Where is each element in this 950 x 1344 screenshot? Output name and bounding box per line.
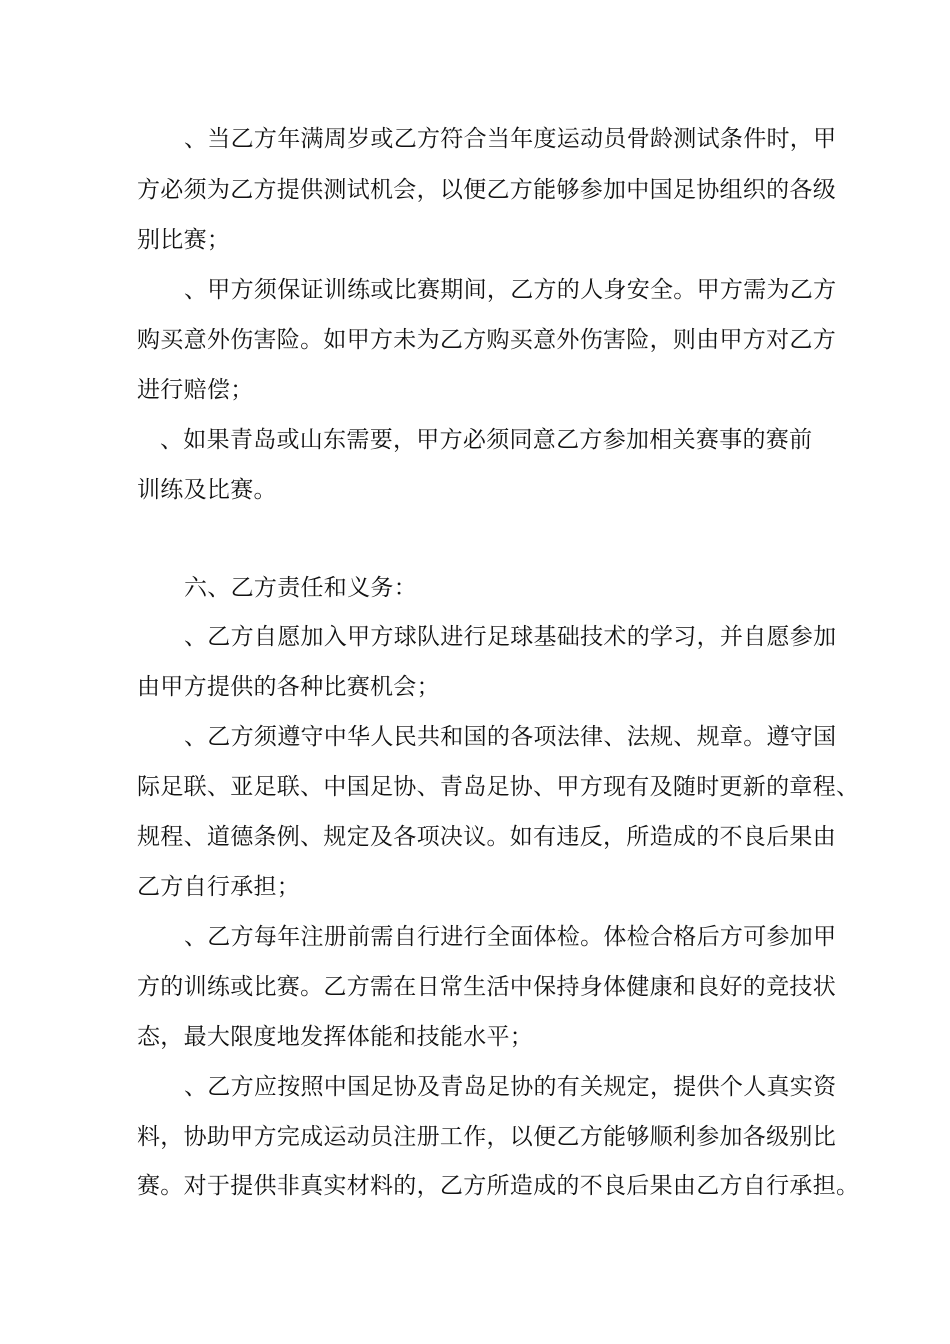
- section-heading: 六、乙方责任和义务：: [184, 575, 417, 601]
- paragraph-2-line-2: 购买意外伤害险。如甲方未为乙方购买意外伤害险，则由甲方对乙方: [137, 327, 836, 353]
- paragraph-5-line-3: 规程、道德条例、规定及各项决议。如有违反，所造成的不良后果由: [137, 824, 836, 850]
- paragraph-5-line-4: 乙方自行承担；: [137, 874, 301, 900]
- paragraph-1-line-3: 别比赛；: [137, 227, 231, 253]
- paragraph-3-line-1: 、如果青岛或山东需要，甲方必须同意乙方参加相关赛事的赛前: [160, 427, 813, 453]
- paragraph-4-line-2: 由甲方提供的各种比赛机会；: [137, 674, 440, 700]
- paragraph-2-line-3: 进行赔偿；: [137, 377, 254, 403]
- paragraph-3-line-2: 训练及比赛。: [137, 477, 277, 503]
- paragraph-6-line-3: 态，最大限度地发挥体能和技能水平；: [137, 1024, 534, 1050]
- paragraph-4-line-1: 、乙方自愿加入甲方球队进行足球基础技术的学习，并自愿参加: [184, 624, 837, 650]
- paragraph-2-line-1: 、甲方须保证训练或比赛期间，乙方的人身安全。甲方需为乙方: [184, 277, 837, 303]
- paragraph-5-line-1: 、乙方须遵守中华人民共和国的各项法律、法规、规章。遵守国: [184, 724, 837, 750]
- paragraph-6-line-2: 方的训练或比赛。乙方需在日常生活中保持身体健康和良好的竞技状: [137, 974, 836, 1000]
- paragraph-1-line-1: 、当乙方年满周岁或乙方符合当年度运动员骨龄测试条件时，甲: [184, 126, 837, 152]
- paragraph-7-line-3: 赛。对于提供非真实材料的，乙方所造成的不良后果由乙方自行承担。: [137, 1173, 860, 1199]
- paragraph-5-line-2: 际足联、亚足联、中国足协、青岛足协、甲方现有及随时更新的章程、: [137, 774, 860, 800]
- paragraph-6-line-1: 、乙方每年注册前需自行进行全面体检。体检合格后方可参加甲: [184, 924, 837, 950]
- paragraph-7-line-1: 、乙方应按照中国足协及青岛足协的有关规定，提供个人真实资: [184, 1074, 837, 1100]
- paragraph-7-line-2: 料，协助甲方完成运动员注册工作，以便乙方能够顺利参加各级别比: [137, 1124, 836, 1150]
- paragraph-1-line-2: 方必须为乙方提供测试机会，以便乙方能够参加中国足协组织的各级: [137, 177, 836, 203]
